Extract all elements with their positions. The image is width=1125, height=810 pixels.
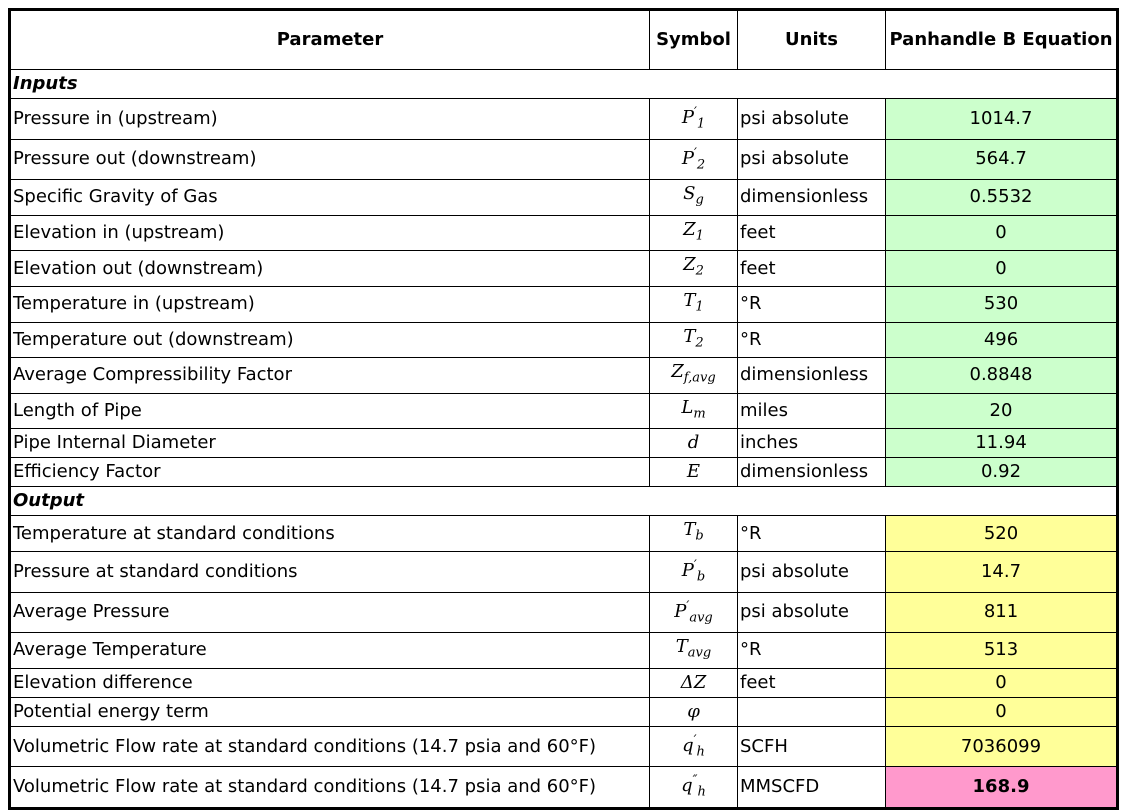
symbol-base: S — [683, 183, 696, 205]
header-equation[interactable]: Panhandle B Equation — [886, 10, 1118, 70]
parameter-cell[interactable]: Pressure out (downstream) — [10, 139, 650, 180]
units-cell[interactable]: °R — [738, 516, 886, 552]
header-symbol[interactable]: Symbol — [650, 10, 738, 70]
value-cell[interactable]: 0.8848 — [886, 358, 1118, 394]
units-cell[interactable]: inches — [738, 429, 886, 458]
symbol-base: P — [681, 107, 694, 128]
symbol-subscript: avg — [689, 610, 713, 626]
value-cell[interactable]: 513 — [886, 633, 1118, 669]
value-cell[interactable]: 0.5532 — [886, 180, 1118, 216]
symbol-superscript: ′ — [693, 732, 697, 748]
symbol-cell[interactable] — [650, 393, 738, 429]
symbol-subscript: 2 — [695, 335, 704, 351]
parameter-cell[interactable]: Elevation in (upstream) — [10, 215, 650, 251]
symbol-base: T — [683, 289, 696, 311]
symbol-subscript: b — [696, 569, 706, 585]
table-row — [10, 668, 1118, 697]
symbol-base: ΔZ — [680, 671, 707, 693]
symbol-superscript: ′ — [686, 598, 690, 614]
symbol-base: E — [686, 461, 701, 483]
symbol-superscript: ′ — [693, 557, 697, 573]
value-cell[interactable]: 496 — [886, 322, 1118, 358]
symbol-subscript: 1 — [695, 228, 704, 244]
symbol-cell[interactable] — [650, 668, 738, 697]
symbol-subscript: h — [696, 744, 705, 760]
symbol-cell[interactable] — [650, 516, 738, 552]
parameter-cell[interactable]: Average Compressibility Factor — [10, 358, 650, 394]
table-row — [10, 551, 1118, 592]
parameter-cell[interactable]: Average Temperature — [10, 633, 650, 669]
symbol-cell[interactable] — [650, 322, 738, 358]
value-cell[interactable]: 7036099 — [886, 726, 1118, 767]
value-cell[interactable]: 530 — [886, 286, 1118, 322]
table-row — [10, 358, 1118, 394]
value-cell[interactable]: 520 — [886, 516, 1118, 552]
units-cell[interactable]: psi absolute — [738, 99, 886, 140]
symbol-subscript: b — [695, 528, 704, 544]
header-row — [10, 10, 1118, 70]
symbol-subscript: f,avg — [683, 370, 716, 386]
value-cell[interactable]: 811 — [886, 592, 1118, 633]
value-cell[interactable]: 11.94 — [886, 429, 1118, 458]
symbol-cell[interactable] — [650, 551, 738, 592]
value-cell[interactable]: 0 — [886, 697, 1118, 726]
symbol-cell[interactable] — [650, 358, 738, 394]
symbol-cell[interactable] — [650, 592, 738, 633]
units-cell[interactable]: psi absolute — [738, 551, 886, 592]
units-cell[interactable]: °R — [738, 322, 886, 358]
symbol-subscript: 1 — [695, 299, 704, 315]
units-cell[interactable]: miles — [738, 393, 886, 429]
parameter-cell[interactable]: Temperature out (downstream) — [10, 322, 650, 358]
units-cell[interactable] — [738, 697, 886, 726]
value-cell[interactable]: 0 — [886, 251, 1118, 287]
symbol-cell[interactable] — [650, 767, 738, 809]
value-cell[interactable]: 0 — [886, 668, 1118, 697]
symbol-cell[interactable] — [650, 458, 738, 487]
symbol-subscript: m — [693, 406, 706, 422]
units-cell[interactable]: psi absolute — [738, 139, 886, 180]
symbol-base: T — [683, 325, 696, 347]
parameter-cell[interactable]: Pressure in (upstream) — [10, 99, 650, 140]
symbol-cell[interactable] — [650, 697, 738, 726]
table-row — [10, 393, 1118, 429]
symbol-subscript: 2 — [696, 157, 706, 173]
table-row — [10, 458, 1118, 487]
symbol-subscript: g — [695, 192, 704, 208]
parameter-cell[interactable]: Elevation difference — [10, 668, 650, 697]
symbol-subscript: h — [697, 784, 706, 800]
units-cell[interactable]: feet — [738, 668, 886, 697]
units-cell[interactable]: dimensionless — [738, 358, 886, 394]
value-cell[interactable]: 0 — [886, 215, 1118, 251]
header-parameter[interactable]: Parameter — [10, 10, 650, 70]
section-row-output — [10, 487, 1118, 516]
value-cell[interactable]: 20 — [886, 393, 1118, 429]
symbol-cell[interactable] — [650, 633, 738, 669]
units-cell[interactable]: feet — [738, 215, 886, 251]
symbol-superscript: ″ — [692, 773, 698, 789]
symbol-base: T — [683, 519, 696, 541]
symbol-base: φ — [687, 700, 700, 722]
symbol-base: Z — [683, 218, 696, 240]
section-row-inputs — [10, 70, 1118, 99]
value-cell[interactable]: 168.9 — [886, 767, 1118, 809]
parameter-cell[interactable]: Volumetric Flow rate at standard conditions (14.7 psia and 60°F) — [10, 726, 650, 767]
table-row — [10, 99, 1118, 140]
parameter-cell[interactable]: Pressure at standard conditions — [10, 551, 650, 592]
symbol-base: d — [687, 432, 700, 454]
units-cell[interactable]: dimensionless — [738, 458, 886, 487]
units-cell[interactable]: feet — [738, 251, 886, 287]
parameter-cell[interactable]: Pipe Internal Diameter — [10, 429, 650, 458]
parameter-cell[interactable]: Temperature in (upstream) — [10, 286, 650, 322]
parameter-cell[interactable]: Efficiency Factor — [10, 458, 650, 487]
symbol-cell[interactable] — [650, 180, 738, 216]
value-cell[interactable]: 564.7 — [886, 139, 1118, 180]
symbol-base: P — [681, 147, 694, 169]
symbol-base: P — [674, 600, 687, 622]
table-row — [10, 516, 1118, 552]
symbol-base: Z — [683, 254, 696, 276]
symbol-cell[interactable] — [650, 286, 738, 322]
symbol-superscript: ′ — [693, 145, 697, 161]
table-row — [10, 251, 1118, 287]
symbol-base: L — [681, 396, 694, 418]
symbol-subscript: 1 — [696, 116, 706, 132]
symbol-subscript: 2 — [695, 263, 704, 279]
symbol-base: q — [682, 734, 694, 756]
value-cell[interactable]: 0.92 — [886, 458, 1118, 487]
table-row — [10, 633, 1118, 669]
table-row — [10, 139, 1118, 180]
table-row — [10, 767, 1118, 809]
table-body — [10, 70, 1118, 809]
table-row — [10, 592, 1118, 633]
units-cell[interactable]: dimensionless — [738, 180, 886, 216]
table-row — [10, 286, 1118, 322]
table-row — [10, 322, 1118, 358]
symbol-cell[interactable] — [650, 215, 738, 251]
symbol-base: T — [675, 636, 688, 658]
symbol-superscript: ′ — [693, 105, 697, 120]
symbol-cell[interactable] — [650, 429, 738, 458]
value-cell[interactable]: 14.7 — [886, 551, 1118, 592]
symbol-base: P — [681, 559, 694, 581]
symbol-base: Z — [671, 361, 684, 383]
panhandle-b-table — [8, 8, 1119, 810]
parameter-cell[interactable]: Length of Pipe — [10, 393, 650, 429]
table-row — [10, 180, 1118, 216]
parameter-cell[interactable]: Volumetric Flow rate at standard conditions (14.7 psia and 60°F) — [10, 767, 650, 809]
parameter-cell[interactable]: Specific Gravity of Gas — [10, 180, 650, 216]
parameter-cell[interactable]: Elevation out (downstream) — [10, 251, 650, 287]
section-label-output[interactable]: Output — [10, 487, 1118, 516]
parameter-cell[interactable]: Average Pressure — [10, 592, 650, 633]
symbol-subscript: avg — [687, 645, 712, 661]
units-cell[interactable]: MMSCFD — [738, 767, 886, 809]
symbol-cell[interactable] — [650, 99, 738, 140]
table-row — [10, 215, 1118, 251]
table-row — [10, 697, 1118, 726]
symbol-cell[interactable] — [650, 726, 738, 767]
parameter-cell[interactable]: Temperature at standard conditions — [10, 516, 650, 552]
units-cell[interactable]: °R — [738, 286, 886, 322]
units-cell[interactable]: °R — [738, 633, 886, 669]
parameter-cell[interactable]: Potential energy term — [10, 697, 650, 726]
symbol-cell[interactable] — [650, 139, 738, 180]
value-cell[interactable]: 1014.7 — [886, 99, 1118, 140]
table-row — [10, 429, 1118, 458]
table-row — [10, 726, 1118, 767]
header-units[interactable]: Units — [738, 10, 886, 70]
symbol-cell[interactable] — [650, 251, 738, 287]
section-label-inputs[interactable]: Inputs — [10, 70, 1118, 99]
symbol-base: q — [681, 775, 693, 797]
units-cell[interactable]: psi absolute — [738, 592, 886, 633]
units-cell[interactable]: SCFH — [738, 726, 886, 767]
